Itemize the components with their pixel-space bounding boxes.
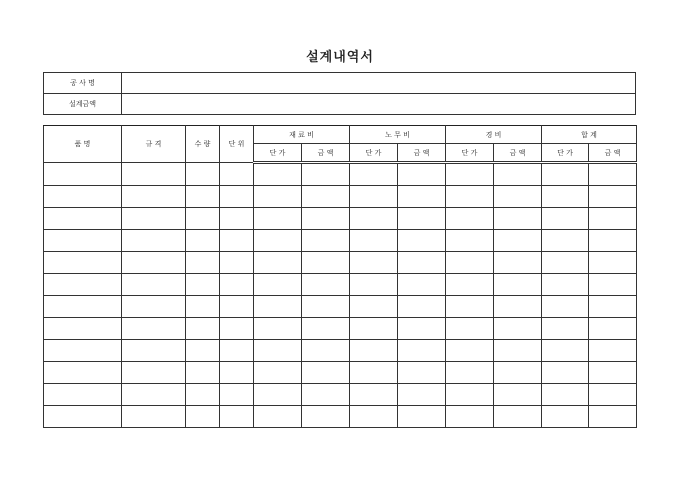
table-row [44, 208, 637, 230]
header-expense-unit-price: 단 가 [446, 144, 494, 163]
cell-item-name[interactable] [44, 406, 122, 428]
cell-expense-unit-price[interactable] [446, 186, 494, 208]
header-labor-cost: 노 무 비 [350, 126, 446, 144]
cell-labor-amount[interactable] [398, 163, 446, 186]
cell-unit[interactable] [220, 362, 254, 384]
cell-labor-unit-price[interactable] [350, 340, 398, 362]
cell-spec[interactable] [122, 274, 186, 296]
cell-unit[interactable] [220, 186, 254, 208]
cell-expense-amount[interactable] [494, 252, 542, 274]
cell-total-amount[interactable] [589, 208, 637, 230]
cell-material-amount[interactable] [302, 252, 350, 274]
cell-total-unit-price[interactable] [542, 406, 589, 428]
cell-material-unit-price[interactable] [254, 362, 302, 384]
cell-labor-amount[interactable] [398, 230, 446, 252]
cell-labor-unit-price[interactable] [350, 208, 398, 230]
cell-material-amount[interactable] [302, 163, 350, 186]
cell-unit[interactable] [220, 230, 254, 252]
table-row [44, 274, 637, 296]
cell-expense-unit-price[interactable] [446, 163, 494, 186]
cell-labor-unit-price[interactable] [350, 362, 398, 384]
header-material-amount: 금 액 [302, 144, 350, 163]
cell-spec[interactable] [122, 384, 186, 406]
table-row [44, 252, 637, 274]
cell-material-unit-price[interactable] [254, 186, 302, 208]
header-total-amount: 금 액 [589, 144, 637, 163]
cell-expense-unit-price[interactable] [446, 406, 494, 428]
cell-material-amount[interactable] [302, 318, 350, 340]
header-quantity: 수 량 [186, 126, 220, 163]
cell-total-unit-price[interactable] [542, 163, 589, 186]
cell-quantity[interactable] [186, 384, 220, 406]
table-row [44, 296, 637, 318]
cell-quantity[interactable] [186, 340, 220, 362]
cell-labor-amount[interactable] [398, 274, 446, 296]
cell-labor-amount[interactable] [398, 384, 446, 406]
header-labor-amount: 금 액 [398, 144, 446, 163]
cell-expense-unit-price[interactable] [446, 274, 494, 296]
project-name-row [44, 73, 636, 94]
project-name-label: 공 사 명 [44, 73, 122, 94]
cell-quantity[interactable] [186, 252, 220, 274]
table-row [44, 340, 637, 362]
cell-total-unit-price[interactable] [542, 318, 589, 340]
table-body [44, 163, 637, 428]
cell-unit[interactable] [220, 384, 254, 406]
table-row [44, 163, 637, 186]
cell-expense-unit-price[interactable] [446, 296, 494, 318]
cell-expense-unit-price[interactable] [446, 230, 494, 252]
cell-total-amount[interactable] [589, 186, 637, 208]
header-unit: 단 위 [220, 126, 254, 163]
cell-labor-amount[interactable] [398, 208, 446, 230]
cell-spec[interactable] [122, 340, 186, 362]
cell-expense-unit-price[interactable] [446, 362, 494, 384]
header-spec: 규 격 [122, 126, 186, 163]
cell-expense-unit-price[interactable] [446, 340, 494, 362]
cell-quantity[interactable] [186, 296, 220, 318]
header-expense: 경 비 [446, 126, 542, 144]
cell-material-unit-price[interactable] [254, 406, 302, 428]
cell-spec[interactable] [122, 318, 186, 340]
cell-item-name[interactable] [44, 208, 122, 230]
cell-expense-unit-price[interactable] [446, 318, 494, 340]
cell-item-name[interactable] [44, 362, 122, 384]
document-title: 설계내역서 [306, 50, 374, 65]
cell-spec[interactable] [122, 362, 186, 384]
cell-spec[interactable] [122, 230, 186, 252]
design-amount-label: 설계금액 [44, 94, 122, 115]
cell-item-name[interactable] [44, 296, 122, 318]
table-row [44, 230, 637, 252]
cell-material-unit-price[interactable] [254, 384, 302, 406]
cell-labor-unit-price[interactable] [350, 274, 398, 296]
cell-total-amount[interactable] [589, 296, 637, 318]
cell-material-unit-price[interactable] [254, 163, 302, 186]
cell-labor-amount[interactable] [398, 406, 446, 428]
cell-labor-amount[interactable] [398, 340, 446, 362]
cell-expense-amount[interactable] [494, 163, 542, 186]
cell-material-unit-price[interactable] [254, 230, 302, 252]
cell-labor-unit-price[interactable] [350, 163, 398, 186]
table-row [44, 406, 637, 428]
cell-spec[interactable] [122, 208, 186, 230]
cell-item-name[interactable] [44, 252, 122, 274]
cell-labor-amount[interactable] [398, 186, 446, 208]
cell-expense-amount[interactable] [494, 406, 542, 428]
header-total-unit-price: 단 가 [542, 144, 589, 163]
cell-total-amount[interactable] [589, 318, 637, 340]
cell-labor-amount[interactable] [398, 252, 446, 274]
cell-total-unit-price[interactable] [542, 362, 589, 384]
cell-expense-amount[interactable] [494, 362, 542, 384]
cell-total-unit-price[interactable] [542, 274, 589, 296]
cell-total-unit-price[interactable] [542, 340, 589, 362]
table-row [44, 362, 637, 384]
design-amount-row [44, 94, 636, 115]
cell-labor-unit-price[interactable] [350, 252, 398, 274]
cell-quantity[interactable] [186, 406, 220, 428]
cell-expense-unit-price[interactable] [446, 208, 494, 230]
design-amount-field[interactable] [122, 94, 636, 115]
cell-quantity[interactable] [186, 274, 220, 296]
cell-expense-unit-price[interactable] [446, 252, 494, 274]
project-info-table [43, 72, 636, 115]
cell-unit[interactable] [220, 274, 254, 296]
cell-labor-unit-price[interactable] [350, 384, 398, 406]
cell-total-unit-price[interactable] [542, 230, 589, 252]
cell-item-name[interactable] [44, 186, 122, 208]
cell-total-amount[interactable] [589, 163, 637, 186]
cell-total-unit-price[interactable] [542, 296, 589, 318]
cell-unit[interactable] [220, 208, 254, 230]
cell-labor-unit-price[interactable] [350, 230, 398, 252]
cell-unit[interactable] [220, 340, 254, 362]
cell-material-unit-price[interactable] [254, 296, 302, 318]
cell-expense-amount[interactable] [494, 384, 542, 406]
cell-expense-amount[interactable] [494, 208, 542, 230]
cell-spec[interactable] [122, 163, 186, 186]
header-item-name: 품 명 [44, 126, 122, 163]
cell-spec[interactable] [122, 296, 186, 318]
cell-labor-unit-price[interactable] [350, 186, 398, 208]
cell-item-name[interactable] [44, 230, 122, 252]
table-row [44, 384, 637, 406]
cell-unit[interactable] [220, 406, 254, 428]
cell-material-amount[interactable] [302, 208, 350, 230]
header-expense-amount: 금 액 [494, 144, 542, 163]
cell-material-amount[interactable] [302, 230, 350, 252]
cell-total-unit-price[interactable] [542, 252, 589, 274]
cell-material-amount[interactable] [302, 296, 350, 318]
cell-labor-amount[interactable] [398, 318, 446, 340]
cell-expense-amount[interactable] [494, 230, 542, 252]
cell-material-amount[interactable] [302, 384, 350, 406]
cell-expense-amount[interactable] [494, 318, 542, 340]
cell-material-unit-price[interactable] [254, 274, 302, 296]
cell-total-amount[interactable] [589, 274, 637, 296]
cell-quantity[interactable] [186, 163, 220, 186]
cell-labor-amount[interactable] [398, 296, 446, 318]
cell-quantity[interactable] [186, 208, 220, 230]
cell-labor-unit-price[interactable] [350, 296, 398, 318]
cell-expense-amount[interactable] [494, 186, 542, 208]
cell-total-unit-price[interactable] [542, 186, 589, 208]
cell-expense-amount[interactable] [494, 274, 542, 296]
header-labor-unit-price: 단 가 [350, 144, 398, 163]
cell-total-unit-price[interactable] [542, 208, 589, 230]
table-row [44, 318, 637, 340]
cell-material-amount[interactable] [302, 274, 350, 296]
header-total: 합 계 [542, 126, 637, 144]
cell-item-name[interactable] [44, 384, 122, 406]
cell-material-amount[interactable] [302, 340, 350, 362]
cell-expense-amount[interactable] [494, 340, 542, 362]
header-material-cost: 재 료 비 [254, 126, 350, 144]
cell-total-amount[interactable] [589, 340, 637, 362]
cell-labor-amount[interactable] [398, 362, 446, 384]
header-row-1 [44, 126, 637, 144]
header-material-unit-price: 단 가 [254, 144, 302, 163]
cell-material-unit-price[interactable] [254, 318, 302, 340]
cost-breakdown-table [43, 125, 637, 428]
cell-total-unit-price[interactable] [542, 384, 589, 406]
cell-labor-unit-price[interactable] [350, 406, 398, 428]
cell-quantity[interactable] [186, 186, 220, 208]
cell-unit[interactable] [220, 252, 254, 274]
cell-labor-unit-price[interactable] [350, 318, 398, 340]
cell-material-amount[interactable] [302, 406, 350, 428]
cell-total-amount[interactable] [589, 252, 637, 274]
cell-spec[interactable] [122, 252, 186, 274]
cell-item-name[interactable] [44, 163, 122, 186]
cell-expense-unit-price[interactable] [446, 384, 494, 406]
cell-spec[interactable] [122, 406, 186, 428]
cell-item-name[interactable] [44, 274, 122, 296]
cell-material-unit-price[interactable] [254, 208, 302, 230]
cell-item-name[interactable] [44, 318, 122, 340]
cell-expense-amount[interactable] [494, 296, 542, 318]
cell-total-amount[interactable] [589, 362, 637, 384]
cell-total-amount[interactable] [589, 406, 637, 428]
cell-total-amount[interactable] [589, 230, 637, 252]
cell-material-unit-price[interactable] [254, 252, 302, 274]
cell-unit[interactable] [220, 296, 254, 318]
cell-total-amount[interactable] [589, 384, 637, 406]
cell-material-unit-price[interactable] [254, 340, 302, 362]
cell-quantity[interactable] [186, 318, 220, 340]
cell-quantity[interactable] [186, 362, 220, 384]
cell-material-amount[interactable] [302, 186, 350, 208]
cell-spec[interactable] [122, 186, 186, 208]
cell-unit[interactable] [220, 318, 254, 340]
cell-item-name[interactable] [44, 340, 122, 362]
cell-material-amount[interactable] [302, 362, 350, 384]
table-row [44, 186, 637, 208]
cell-quantity[interactable] [186, 230, 220, 252]
project-name-field[interactable] [122, 73, 636, 94]
cell-unit[interactable] [220, 163, 254, 186]
